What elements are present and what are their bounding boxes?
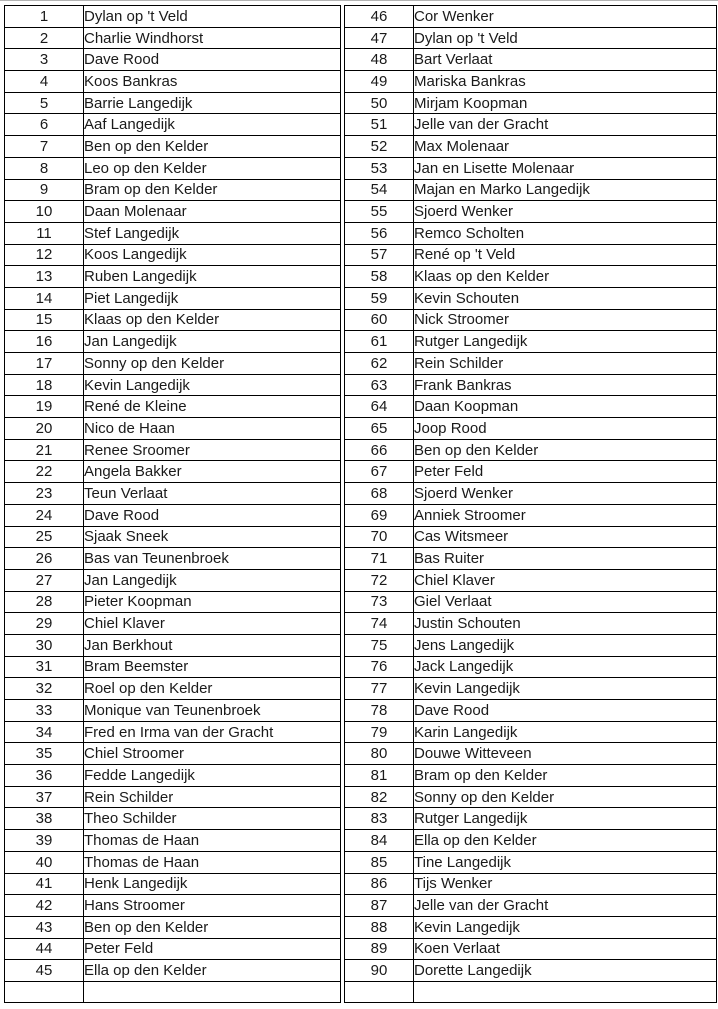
- row-number-cell: 3: [5, 49, 84, 71]
- participant-name-cell: Daan Molenaar: [84, 201, 341, 223]
- row-number-cell: 49: [345, 71, 414, 93]
- participant-name-cell: Chiel Klaver: [84, 613, 341, 635]
- table-row: [345, 396, 717, 418]
- table-row: [5, 656, 341, 678]
- participant-name-cell: Klaas op den Kelder: [84, 309, 341, 331]
- row-number-cell: 19: [5, 396, 84, 418]
- table-row: [5, 287, 341, 309]
- table-row: [345, 851, 717, 873]
- row-number-cell: 22: [5, 461, 84, 483]
- table-row: [345, 808, 717, 830]
- row-number-cell: 34: [5, 721, 84, 743]
- table-row: [5, 895, 341, 917]
- row-number-cell: 16: [5, 331, 84, 353]
- row-number-cell: 41: [5, 873, 84, 895]
- table-row: [345, 548, 717, 570]
- participant-name-cell: Rutger Langedijk: [414, 331, 717, 353]
- participant-name-cell: Koos Langedijk: [84, 244, 341, 266]
- row-number-cell: 82: [345, 786, 414, 808]
- participant-name-cell: Bram op den Kelder: [414, 765, 717, 787]
- table-row: [5, 786, 341, 808]
- table-row: [345, 678, 717, 700]
- row-number-cell: 21: [5, 439, 84, 461]
- participant-name-cell: Chiel Stroomer: [84, 743, 341, 765]
- row-number-cell: 37: [5, 786, 84, 808]
- row-number-cell: 18: [5, 374, 84, 396]
- participant-name-cell: Charlie Windhorst: [84, 27, 341, 49]
- row-number-cell: 80: [345, 743, 414, 765]
- roster-table-right: [344, 5, 717, 1003]
- participant-name-cell: Ella op den Kelder: [414, 830, 717, 852]
- participant-name-cell: Hans Stroomer: [84, 895, 341, 917]
- row-number-cell: 85: [345, 851, 414, 873]
- table-row: [5, 591, 341, 613]
- table-row: [345, 179, 717, 201]
- row-number-cell: 12: [5, 244, 84, 266]
- participant-name-cell: Sjoerd Wenker: [414, 201, 717, 223]
- row-number-cell: 67: [345, 461, 414, 483]
- table-row: [345, 244, 717, 266]
- table-row: [345, 591, 717, 613]
- table-row: [5, 504, 341, 526]
- table-row: [5, 461, 341, 483]
- participant-name-cell: Theo Schilder: [84, 808, 341, 830]
- row-number-cell: 15: [5, 309, 84, 331]
- table-row: [345, 439, 717, 461]
- participant-name-cell: Ben op den Kelder: [84, 916, 341, 938]
- table-row: [345, 331, 717, 353]
- participant-name-cell: Nick Stroomer: [414, 309, 717, 331]
- participant-name-cell: Peter Feld: [414, 461, 717, 483]
- table-row: [345, 114, 717, 136]
- table-row: [345, 483, 717, 505]
- row-number-cell: 78: [345, 700, 414, 722]
- table-row: [5, 6, 341, 28]
- participant-name-cell: Dorette Langedijk: [414, 960, 717, 982]
- table-row: [5, 418, 341, 440]
- row-number-cell: 35: [5, 743, 84, 765]
- participant-name-cell: Kevin Langedijk: [84, 374, 341, 396]
- table-row: [5, 960, 341, 982]
- row-number-cell: 24: [5, 504, 84, 526]
- participant-name-cell: Ben op den Kelder: [84, 136, 341, 158]
- row-number-cell: [5, 981, 84, 1002]
- participant-name-cell: Monique van Teunenbroek: [84, 700, 341, 722]
- participant-name-cell: Henk Langedijk: [84, 873, 341, 895]
- table-row: [5, 201, 341, 223]
- table-row: [5, 526, 341, 548]
- participant-name-cell: Rein Schilder: [414, 353, 717, 375]
- row-number-cell: 70: [345, 526, 414, 548]
- participant-name-cell: Bram op den Kelder: [84, 179, 341, 201]
- row-number-cell: 30: [5, 634, 84, 656]
- participant-name-cell: Chiel Klaver: [414, 569, 717, 591]
- table-row: [5, 222, 341, 244]
- table-row: [345, 418, 717, 440]
- participant-name-cell: Leo op den Kelder: [84, 157, 341, 179]
- row-number-cell: 39: [5, 830, 84, 852]
- table-row: [345, 721, 717, 743]
- row-number-cell: 88: [345, 916, 414, 938]
- row-number-cell: 42: [5, 895, 84, 917]
- table-row: [5, 569, 341, 591]
- participant-name-cell: Bart Verlaat: [414, 49, 717, 71]
- row-number-cell: 64: [345, 396, 414, 418]
- table-row: [345, 916, 717, 938]
- row-number-cell: 13: [5, 266, 84, 288]
- participant-name-cell: Ben op den Kelder: [414, 439, 717, 461]
- participant-name-cell: Thomas de Haan: [84, 830, 341, 852]
- table-row: [5, 830, 341, 852]
- row-number-cell: 84: [345, 830, 414, 852]
- participant-name-cell: Giel Verlaat: [414, 591, 717, 613]
- participant-name-cell: Sjoerd Wenker: [414, 483, 717, 505]
- participant-name-cell: Jan en Lisette Molenaar: [414, 157, 717, 179]
- participant-name-cell: Dylan op 't Veld: [414, 27, 717, 49]
- table-row: [345, 353, 717, 375]
- row-number-cell: 1: [5, 6, 84, 28]
- participant-name-cell: Mariska Bankras: [414, 71, 717, 93]
- row-number-cell: 52: [345, 136, 414, 158]
- row-number-cell: [345, 981, 414, 1002]
- row-number-cell: 76: [345, 656, 414, 678]
- participant-name-cell: Remco Scholten: [414, 222, 717, 244]
- table-row: [5, 483, 341, 505]
- participant-name-cell: Tijs Wenker: [414, 873, 717, 895]
- table-row: [345, 27, 717, 49]
- participant-name-cell: Renee Sroomer: [84, 439, 341, 461]
- row-number-cell: 57: [345, 244, 414, 266]
- row-number-cell: 66: [345, 439, 414, 461]
- table-row: [5, 743, 341, 765]
- table-row: [345, 374, 717, 396]
- table-row: [5, 309, 341, 331]
- participant-name-cell: Douwe Witteveen: [414, 743, 717, 765]
- row-number-cell: 63: [345, 374, 414, 396]
- participant-name-cell: Sjaak Sneek: [84, 526, 341, 548]
- participant-name-cell: Piet Langedijk: [84, 287, 341, 309]
- row-number-cell: 90: [345, 960, 414, 982]
- table-row: [345, 49, 717, 71]
- row-number-cell: 23: [5, 483, 84, 505]
- row-number-cell: 11: [5, 222, 84, 244]
- table-row: [5, 396, 341, 418]
- row-number-cell: 83: [345, 808, 414, 830]
- row-number-cell: 74: [345, 613, 414, 635]
- participant-name-cell: Dave Rood: [414, 700, 717, 722]
- participant-name-cell: Jelle van der Gracht: [414, 114, 717, 136]
- row-number-cell: 69: [345, 504, 414, 526]
- table-row: [345, 157, 717, 179]
- participant-name-cell: Jan Langedijk: [84, 569, 341, 591]
- table-row: [5, 136, 341, 158]
- table-row: [5, 266, 341, 288]
- participant-name-cell: Cas Witsmeer: [414, 526, 717, 548]
- participant-name-cell: Cor Wenker: [414, 6, 717, 28]
- row-number-cell: 89: [345, 938, 414, 960]
- table-row: [5, 157, 341, 179]
- row-number-cell: 40: [5, 851, 84, 873]
- participant-name-cell: Karin Langedijk: [414, 721, 717, 743]
- row-number-cell: 86: [345, 873, 414, 895]
- row-number-cell: 8: [5, 157, 84, 179]
- participant-name-cell: Dave Rood: [84, 49, 341, 71]
- row-number-cell: 61: [345, 331, 414, 353]
- participant-name-cell: Frank Bankras: [414, 374, 717, 396]
- row-number-cell: 81: [345, 765, 414, 787]
- row-number-cell: 53: [345, 157, 414, 179]
- table-row: [5, 873, 341, 895]
- participant-name-cell: Fred en Irma van der Gracht: [84, 721, 341, 743]
- table-row: [345, 830, 717, 852]
- table-row: [5, 613, 341, 635]
- table-row: [345, 504, 717, 526]
- participant-name-cell: Pieter Koopman: [84, 591, 341, 613]
- participant-name-cell: Bas Ruiter: [414, 548, 717, 570]
- participant-name-cell: Fedde Langedijk: [84, 765, 341, 787]
- row-number-cell: 68: [345, 483, 414, 505]
- table-row: [345, 786, 717, 808]
- table-row: [5, 179, 341, 201]
- row-number-cell: 25: [5, 526, 84, 548]
- participant-name-cell: Jack Langedijk: [414, 656, 717, 678]
- table-row: [5, 439, 341, 461]
- row-number-cell: 33: [5, 700, 84, 722]
- row-number-cell: 10: [5, 201, 84, 223]
- participant-name-cell: Roel op den Kelder: [84, 678, 341, 700]
- table-row: [345, 938, 717, 960]
- row-number-cell: 47: [345, 27, 414, 49]
- row-number-cell: 7: [5, 136, 84, 158]
- row-number-cell: 44: [5, 938, 84, 960]
- participant-name-cell: Stef Langedijk: [84, 222, 341, 244]
- participant-name-cell: Nico de Haan: [84, 418, 341, 440]
- table-row: [5, 721, 341, 743]
- participant-name-cell: Sonny op den Kelder: [84, 353, 341, 375]
- participant-name-cell: Jan Langedijk: [84, 331, 341, 353]
- row-number-cell: 75: [345, 634, 414, 656]
- table-row: [345, 613, 717, 635]
- table-row: [345, 71, 717, 93]
- row-number-cell: 5: [5, 92, 84, 114]
- row-number-cell: 56: [345, 222, 414, 244]
- table-row: [345, 6, 717, 28]
- table-row: [5, 71, 341, 93]
- row-number-cell: 79: [345, 721, 414, 743]
- table-row: [345, 960, 717, 982]
- partial-row-left: [5, 981, 341, 1002]
- table-row: [5, 700, 341, 722]
- row-number-cell: 20: [5, 418, 84, 440]
- table-row: [345, 201, 717, 223]
- table-row: [345, 700, 717, 722]
- participant-name-cell: [414, 981, 717, 1002]
- row-number-cell: 6: [5, 114, 84, 136]
- row-number-cell: 58: [345, 266, 414, 288]
- participant-name-cell: Jelle van der Gracht: [414, 895, 717, 917]
- participant-name-cell: Majan en Marko Langedijk: [414, 179, 717, 201]
- participant-name-cell: Kevin Schouten: [414, 287, 717, 309]
- participant-name-cell: Rein Schilder: [84, 786, 341, 808]
- table-row: [5, 916, 341, 938]
- participant-name-cell: Angela Bakker: [84, 461, 341, 483]
- row-number-cell: 31: [5, 656, 84, 678]
- row-number-cell: 45: [5, 960, 84, 982]
- table-row: [345, 656, 717, 678]
- row-number-cell: 71: [345, 548, 414, 570]
- row-number-cell: 28: [5, 591, 84, 613]
- table-row: [345, 309, 717, 331]
- row-number-cell: 29: [5, 613, 84, 635]
- partial-row-right: [345, 981, 717, 1002]
- participant-name-cell: Max Molenaar: [414, 136, 717, 158]
- participant-name-cell: Bas van Teunenbroek: [84, 548, 341, 570]
- table-row: [345, 765, 717, 787]
- participant-name-cell: Rutger Langedijk: [414, 808, 717, 830]
- participant-name-cell: Barrie Langedijk: [84, 92, 341, 114]
- table-row: [5, 374, 341, 396]
- row-number-cell: 4: [5, 71, 84, 93]
- participant-name-cell: Koen Verlaat: [414, 938, 717, 960]
- participant-name-cell: Aaf Langedijk: [84, 114, 341, 136]
- table-row: [345, 895, 717, 917]
- row-number-cell: 87: [345, 895, 414, 917]
- row-number-cell: 17: [5, 353, 84, 375]
- table-row: [5, 678, 341, 700]
- participant-name-cell: Sonny op den Kelder: [414, 786, 717, 808]
- table-row: [345, 287, 717, 309]
- table-row: [5, 244, 341, 266]
- roster-table-left: [4, 5, 341, 1003]
- participant-name-cell: Ruben Langedijk: [84, 266, 341, 288]
- table-row: [5, 938, 341, 960]
- row-number-cell: 55: [345, 201, 414, 223]
- row-number-cell: 14: [5, 287, 84, 309]
- participant-name-cell: Mirjam Koopman: [414, 92, 717, 114]
- row-number-cell: 73: [345, 591, 414, 613]
- participant-name-cell: René de Kleine: [84, 396, 341, 418]
- participant-name-cell: Kevin Langedijk: [414, 916, 717, 938]
- participant-name-cell: Dylan op 't Veld: [84, 6, 341, 28]
- participant-name-cell: Joop Rood: [414, 418, 717, 440]
- participant-name-cell: Dave Rood: [84, 504, 341, 526]
- table-row: [345, 136, 717, 158]
- row-number-cell: 9: [5, 179, 84, 201]
- row-number-cell: 60: [345, 309, 414, 331]
- row-number-cell: 51: [345, 114, 414, 136]
- table-row: [5, 353, 341, 375]
- participant-name-cell: Ella op den Kelder: [84, 960, 341, 982]
- row-number-cell: 38: [5, 808, 84, 830]
- row-number-cell: 26: [5, 548, 84, 570]
- row-number-cell: 50: [345, 92, 414, 114]
- participant-name-cell: [84, 981, 341, 1002]
- participant-name-cell: René op 't Veld: [414, 244, 717, 266]
- table-row: [5, 808, 341, 830]
- table-row: [5, 49, 341, 71]
- row-number-cell: 59: [345, 287, 414, 309]
- table-row: [5, 765, 341, 787]
- table-row: [5, 92, 341, 114]
- row-number-cell: 2: [5, 27, 84, 49]
- row-number-cell: 54: [345, 179, 414, 201]
- participant-name-cell: Teun Verlaat: [84, 483, 341, 505]
- row-number-cell: 46: [345, 6, 414, 28]
- table-row: [345, 222, 717, 244]
- table-row: [5, 331, 341, 353]
- table-row: [345, 461, 717, 483]
- table-row: [345, 526, 717, 548]
- participant-name-cell: Jens Langedijk: [414, 634, 717, 656]
- participant-name-cell: Daan Koopman: [414, 396, 717, 418]
- participant-name-cell: Tine Langedijk: [414, 851, 717, 873]
- participant-name-cell: Jan Berkhout: [84, 634, 341, 656]
- table-row: [345, 569, 717, 591]
- participant-name-cell: Bram Beemster: [84, 656, 341, 678]
- row-number-cell: 43: [5, 916, 84, 938]
- table-row: [5, 634, 341, 656]
- participant-name-cell: Peter Feld: [84, 938, 341, 960]
- row-number-cell: 72: [345, 569, 414, 591]
- participant-name-cell: Justin Schouten: [414, 613, 717, 635]
- table-row: [5, 27, 341, 49]
- row-number-cell: 77: [345, 678, 414, 700]
- row-number-cell: 32: [5, 678, 84, 700]
- table-row: [345, 92, 717, 114]
- table-row: [345, 873, 717, 895]
- participant-name-cell: Anniek Stroomer: [414, 504, 717, 526]
- row-number-cell: 62: [345, 353, 414, 375]
- participant-name-cell: Kevin Langedijk: [414, 678, 717, 700]
- row-number-cell: 48: [345, 49, 414, 71]
- participant-name-cell: Klaas op den Kelder: [414, 266, 717, 288]
- table-row: [5, 851, 341, 873]
- row-number-cell: 36: [5, 765, 84, 787]
- row-number-cell: 27: [5, 569, 84, 591]
- table-row: [345, 266, 717, 288]
- table-row: [345, 634, 717, 656]
- table-row: [5, 114, 341, 136]
- table-row: [5, 548, 341, 570]
- table-row: [345, 743, 717, 765]
- participant-name-cell: Koos Bankras: [84, 71, 341, 93]
- top-crop-rule: [0, 0, 718, 1]
- participant-name-cell: Thomas de Haan: [84, 851, 341, 873]
- row-number-cell: 65: [345, 418, 414, 440]
